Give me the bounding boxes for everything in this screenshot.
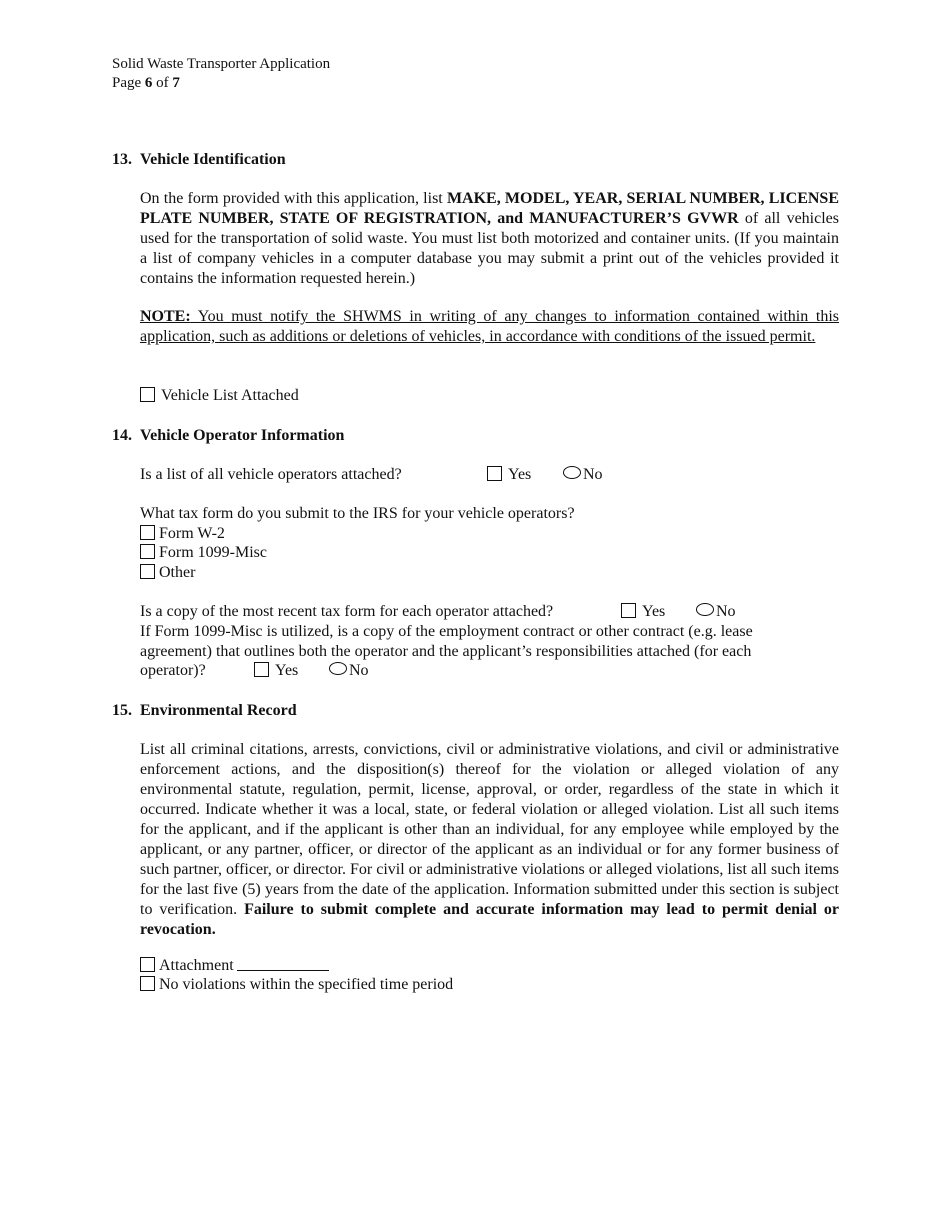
tax-form-question: What tax form do you submit to the IRS for your vehicle operators? <box>140 505 575 522</box>
section-15-instructions: List all criminal citations, arrests, convictions, civil or administrative violations, and civil or administrative enforcement actions, and the disposition(s) thereof for the violation or alleged violation of any environmental statute, regulation, permit, license, approval, or order, regardless of the state in which it occurred. Indicate whether it was a local, state, or federal violation or alleged violation. List all such items for the applicant, and if the applicant is other than an individual, for any employee while employed by the applicant, or any partner, officer, or director of the applicant as an individual or for any former business of such partner, officer, or director. For civil or administrative violations or alleged violations, list all such items for the last five (5) years from the date of the application. Information submitted under this section is subject to verification. Failure to submit complete and accurate information may lead to permit denial or revocation. <box>140 741 840 938</box>
contract-question-line1: If Form 1099-Misc is utilized, is a copy of the employment contract or other contract (e.g. lease <box>140 623 753 640</box>
section-13-note: NOTE: You must notify the SHWMS in writing of any changes to information contained within this application, such as additions or deletions of vehicles, in accordance with conditions of the issued permit. <box>140 308 839 345</box>
contract-yes-checkbox[interactable] <box>254 662 269 677</box>
tax-copy-yes-checkbox[interactable] <box>621 603 636 618</box>
contract-yes: Yes <box>254 661 298 681</box>
no-violations-checkbox[interactable] <box>140 976 155 991</box>
no-violations-row: No violations within the specified time period <box>140 975 453 995</box>
tax-form-option-w2: Form W-2 <box>140 524 225 544</box>
operators-list-question: Is a list of all vehicle operators attached? <box>140 466 402 483</box>
vehicle-list-attached-row <box>140 386 299 406</box>
section-15-title: Environmental Record <box>140 702 297 719</box>
form-other-checkbox[interactable] <box>140 564 155 579</box>
attachment-blank-field[interactable] <box>237 956 329 971</box>
section-14-title: Vehicle Operator Information <box>140 427 345 444</box>
tax-form-option-1099: Form 1099-Misc <box>140 543 267 563</box>
operators-list-no: No <box>563 465 603 485</box>
form-1099-checkbox[interactable] <box>140 544 155 559</box>
vehicle-list-attached-checkbox[interactable] <box>140 387 155 402</box>
page-header <box>112 55 330 93</box>
tax-copy-question: Is a copy of the most recent tax form for each operator attached? <box>140 603 554 620</box>
section-13-number: 13. <box>112 151 132 168</box>
page-number: Page 6 of 7 <box>112 75 180 91</box>
contract-question-line3: operator)? <box>140 662 206 679</box>
form-w2-checkbox[interactable] <box>140 525 155 540</box>
operators-list-yes: Yes <box>487 465 531 485</box>
operators-list-yes-checkbox[interactable] <box>487 466 502 481</box>
section-13-title: Vehicle Identification <box>140 151 286 168</box>
operators-list-no-radio[interactable] <box>563 466 581 479</box>
document-title: Solid Waste Transporter Application <box>112 56 331 72</box>
attachment-checkbox[interactable] <box>140 957 155 972</box>
tax-copy-no-radio[interactable] <box>696 603 714 616</box>
attachment-row: Attachment <box>140 956 329 976</box>
section-13-instructions: On the form provided with this application, list MAKE, MODEL, YEAR, SERIAL NUMBER, LICENSE PLATE NUMBER, STATE OF REGISTRATION, and MANUFACTURER’S GVWR of all vehicles used for the transportation of solid waste. You must list both motorized and container units. (If you maintain a list of company vehicles in a computer database you may submit a print out of the vehicles provided it contains the information requested herein.) <box>140 190 840 287</box>
section-14-number: 14. <box>112 427 132 444</box>
tax-copy-yes: Yes <box>621 602 665 622</box>
section-15-number: 15. <box>112 702 132 719</box>
vehicle-list-attached-label: Vehicle List Attached <box>161 387 299 404</box>
contract-no: No <box>329 661 369 681</box>
contract-question-line2: agreement) that outlines both the operator and the applicant’s responsibilities attached (for each <box>140 643 752 660</box>
contract-no-radio[interactable] <box>329 662 347 675</box>
tax-form-option-other: Other <box>140 563 195 583</box>
tax-copy-no: No <box>696 602 736 622</box>
